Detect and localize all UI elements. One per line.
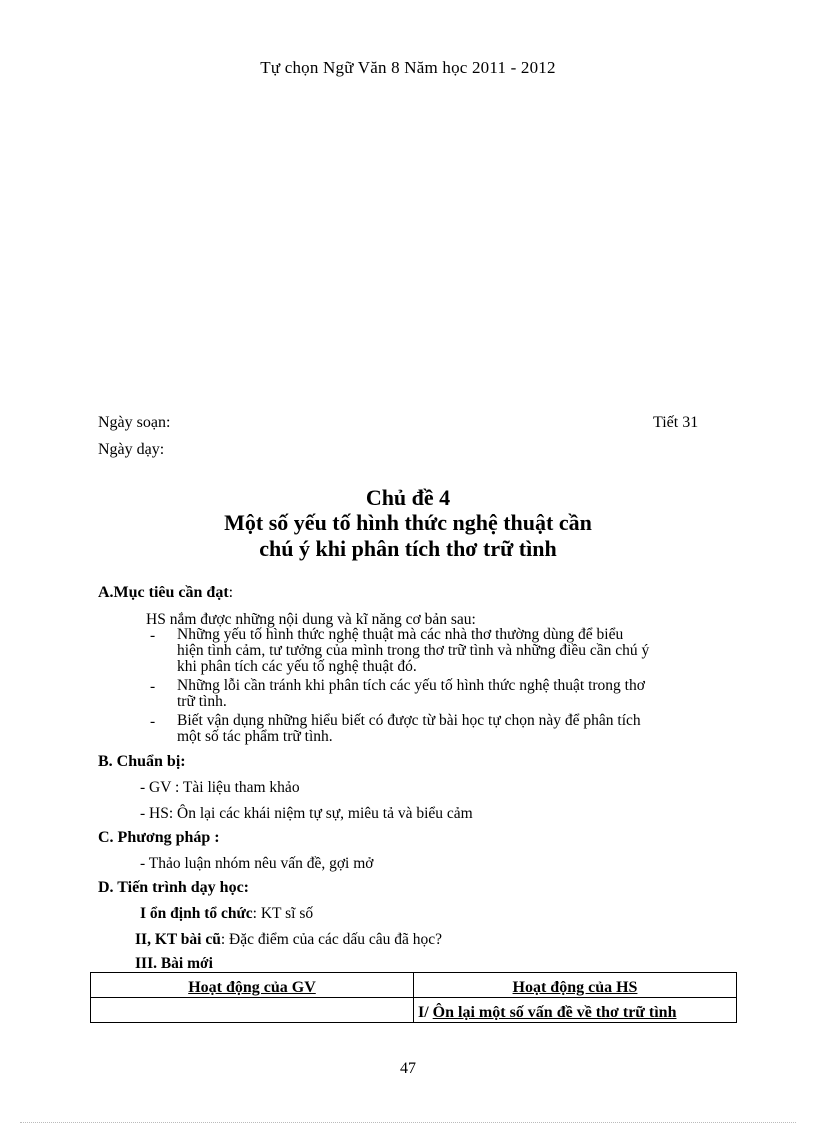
section-d-step-1: I ổn định tổ chức: KT sĩ số bbox=[140, 905, 314, 922]
section-c-item: - Thảo luận nhóm nêu vấn đề, gợi mở bbox=[140, 855, 374, 872]
student-activity-header: Hoạt động của HS bbox=[414, 973, 737, 998]
section-b-item-gv: - GV : Tài liệu tham khảo bbox=[140, 779, 300, 796]
student-activity-cell: I/ Ôn lại một số vấn đề về thơ trữ tình bbox=[414, 998, 737, 1023]
section-d-step-3: III. Bài mới bbox=[135, 955, 213, 972]
bullet-2-line-1: Những lỗi cần tránh khi phân tích các yếu tố hình thức nghệ thuật trong thơ bbox=[177, 677, 645, 694]
section-b-heading: B. Chuẩn bị: bbox=[98, 753, 186, 770]
page-number: 47 bbox=[400, 1060, 416, 1077]
table-row bbox=[91, 998, 737, 1023]
tiet-label: Tiết 31 bbox=[653, 414, 699, 431]
topic-subtitle-line-1: Một số yếu tố hình thức nghệ thuật cần bbox=[224, 510, 592, 535]
bullet-2-line-2: trữ tình. bbox=[177, 693, 227, 710]
bullet-dash: - bbox=[150, 713, 156, 730]
section-b-item-hs: - HS: Ôn lại các khái niệm tự sự, miêu tả và biểu cảm bbox=[140, 805, 473, 822]
topic-subtitle-line-2: chú ý khi phân tích thơ trữ tình bbox=[259, 536, 557, 561]
bullet-dash: - bbox=[150, 678, 156, 695]
bullet-dash: - bbox=[150, 627, 156, 644]
teacher-activity-header: Hoạt động của GV bbox=[91, 973, 414, 998]
section-a-intro: HS nắm được những nội dung và kĩ năng cơ bản sau: bbox=[146, 611, 476, 628]
section-d-heading: D. Tiến trình dạy học: bbox=[98, 879, 249, 896]
page-header: Tự chọn Ngữ Văn 8 Năm học 2011 - 2012 bbox=[260, 58, 556, 77]
teacher-activity-cell bbox=[91, 998, 414, 1023]
bullet-3-line-1: Biết vận dụng những hiểu biết có được từ bài học tự chọn này để phân tích bbox=[177, 712, 641, 729]
section-a-heading: A.Mục tiêu cần đạt: bbox=[98, 584, 234, 601]
table-header-row bbox=[91, 973, 737, 998]
section-d-step-2: II, KT bài cũ: Đặc điểm của các dấu câu đã học? bbox=[135, 931, 443, 948]
bullet-1-line-2: hiện tình cảm, tư tưởng của mình trong thơ trữ tình và những điều cần chú ý bbox=[177, 642, 650, 659]
bullet-1-line-3: khi phân tích các yếu tố nghệ thuật đó. bbox=[177, 658, 417, 675]
ngay-soan-label: Ngày soạn: bbox=[98, 414, 171, 431]
bullet-1-line-1: Những yếu tố hình thức nghệ thuật mà các nhà thơ thường dùng để biểu bbox=[177, 626, 624, 643]
topic-title: Chủ đề 4 bbox=[365, 485, 451, 510]
bullet-3-line-2: một số tác phẩm trữ tình. bbox=[177, 728, 333, 745]
ngay-day-label: Ngày dạy: bbox=[98, 441, 165, 458]
lesson-activity-table bbox=[90, 972, 737, 1023]
section-c-heading: C. Phương pháp : bbox=[98, 829, 220, 846]
